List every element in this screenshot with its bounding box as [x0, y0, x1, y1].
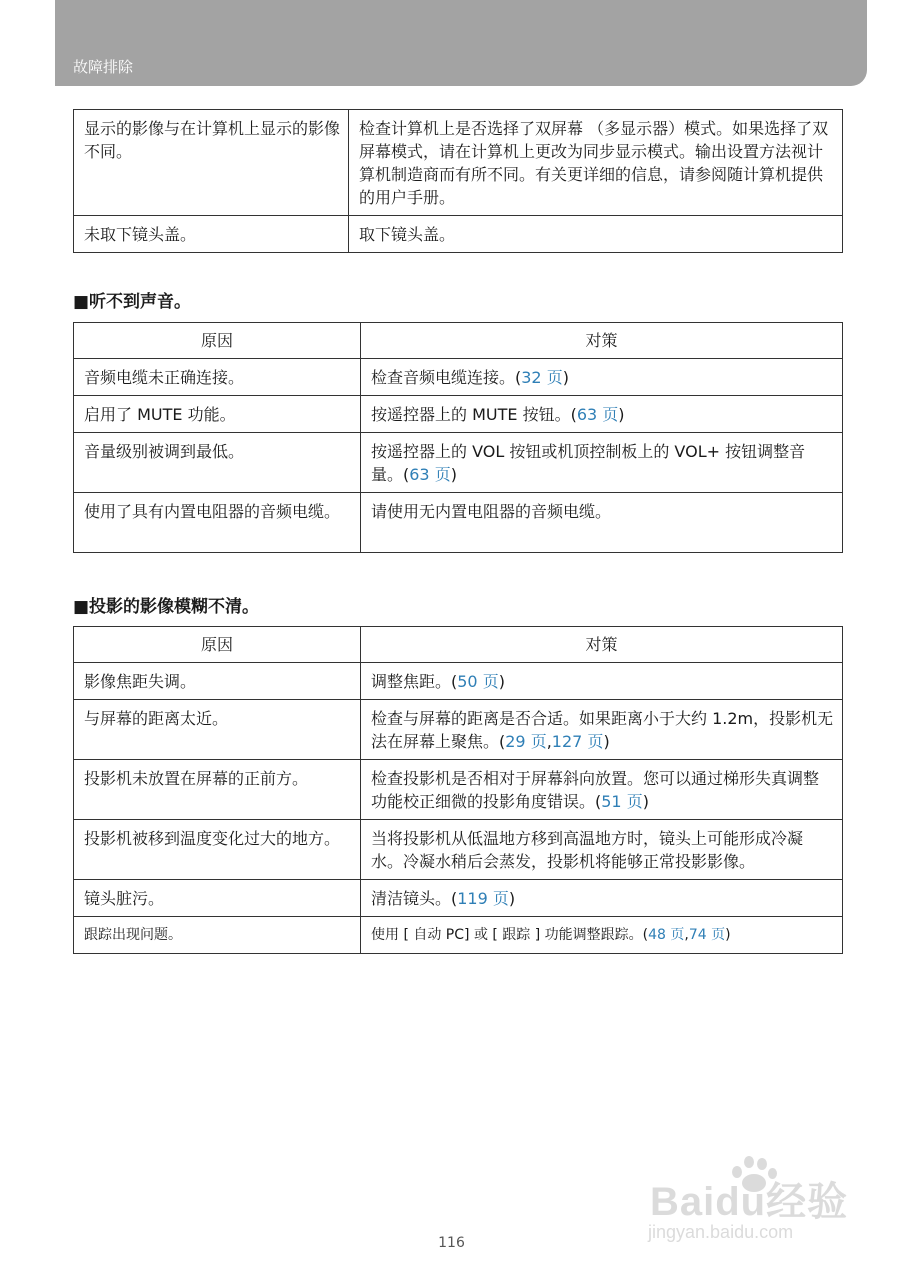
table-no-sound [73, 322, 843, 553]
cause-cell: 音频电缆未正确连接。 [74, 359, 361, 396]
solution-text: 检查音频电缆连接。( [371, 368, 522, 387]
solution-text: 按遥控器上的 VOL 按钮或机顶控制板上的 VOL+ 按钮调整音量。( [371, 442, 806, 484]
solution-text: 清洁镜头。( [371, 889, 458, 908]
table-header-row [74, 323, 843, 359]
page-link[interactable]: 74 页 [688, 927, 726, 943]
solution-text: 按遥控器上的 MUTE 按钮。( [371, 405, 577, 424]
table-row [74, 820, 843, 880]
solution-tail: ) [603, 732, 610, 751]
page-link[interactable]: 119 页 [457, 889, 509, 908]
cause-cell: 投影机未放置在屏幕的正前方。 [74, 760, 361, 820]
header-bar [55, 0, 867, 86]
cause-cell: 未取下镜头盖。 [74, 216, 349, 253]
solution-cell [361, 663, 843, 700]
table-row [74, 216, 843, 253]
cause-cell: 显示的影像与在计算机上显示的影像不同。 [74, 110, 349, 216]
table-row [74, 917, 843, 954]
header-solution: 对策 [361, 627, 843, 663]
solution-text: 调整焦距。( [371, 672, 458, 691]
page-link[interactable]: 127 页 [551, 732, 604, 751]
page-link[interactable]: 50 页 [457, 672, 499, 691]
solution-tail: ) [498, 672, 505, 691]
table-row [74, 493, 843, 553]
watermark-logo: Baidu经验 [650, 1180, 849, 1224]
solution-cell: 检查计算机上是否选择了双屏幕 （多显示器）模式。如果选择了双屏幕模式，请在计算机上更改为同步显示模式。输出设置方法视计算机制造商而有所不同。有关更详细的信息，请参阅随计算机提供的用户手册。 [349, 110, 843, 216]
solution-cell [361, 396, 843, 433]
solution-cell [361, 880, 843, 917]
cause-cell: 投影机被移到温度变化过大的地方。 [74, 820, 361, 880]
solution-cell: 取下镜头盖。 [349, 216, 843, 253]
page-link[interactable]: 29 页 [505, 732, 547, 751]
cause-cell: 启用了 MUTE 功能。 [74, 396, 361, 433]
header-cause: 原因 [74, 627, 361, 663]
header-title: 故障排除 [73, 58, 134, 76]
solution-text: 检查与屏幕的距离是否合适。如果距离小于大约 1.2m，投影机无法在屏幕上聚焦。( [371, 709, 834, 751]
table-blurry-image [73, 626, 843, 954]
solution-cell [361, 359, 843, 396]
table-row [74, 760, 843, 820]
cause-cell: 与屏幕的距离太近。 [74, 700, 361, 760]
solution-tail: ) [450, 465, 457, 484]
cause-cell: 使用了具有内置电阻器的音频电缆。 [74, 493, 361, 553]
solution-text: 检查投影机是否相对于屏幕斜向放置。您可以通过梯形失真调整功能校正细微的投影角度错误。( [371, 769, 820, 811]
page-number: 116 [438, 1235, 465, 1251]
header-solution: 对策 [361, 323, 843, 359]
solution-tail: ) [562, 368, 569, 387]
table-row [74, 700, 843, 760]
table-header-row [74, 627, 843, 663]
header-cause: 原因 [74, 323, 361, 359]
solution-cell [361, 433, 843, 493]
link-separator: , [546, 732, 552, 751]
solution-cell [361, 700, 843, 760]
section-title-no-sound: ■听不到声音。 [73, 292, 192, 312]
solution-cell [361, 760, 843, 820]
section-title-blurry-image: ■投影的影像模糊不清。 [73, 597, 260, 617]
solution-text: 使用 [ 自动 PC] 或 [ 跟踪 ] 功能调整跟踪。( [371, 927, 649, 943]
page-link[interactable]: 63 页 [576, 405, 619, 424]
cause-cell: 镜头脏污。 [74, 880, 361, 917]
solution-tail: ) [618, 405, 625, 424]
solution-cell: 当将投影机从低温地方移到高温地方时，镜头上可能形成冷凝水。冷凝水稍后会蒸发，投影机将能够正常投影影像。 [361, 820, 843, 880]
page-link[interactable]: 51 页 [601, 792, 643, 811]
table-row [74, 396, 843, 433]
solution-cell: 请使用无内置电阻器的音频电缆。 [361, 493, 843, 553]
table-row [74, 433, 843, 493]
table-row [74, 663, 843, 700]
solution-tail: ) [508, 889, 516, 908]
solution-tail: ) [642, 792, 649, 811]
table-row [74, 880, 843, 917]
page-link[interactable]: 32 页 [521, 368, 563, 387]
page-link[interactable]: 48 页 [648, 927, 685, 943]
cause-cell: 音量级别被调到最低。 [74, 433, 361, 493]
solution-cell [361, 917, 843, 954]
link-separator: , [684, 927, 689, 943]
page-link[interactable]: 63 页 [409, 465, 451, 484]
cause-cell: 跟踪出现问题。 [74, 917, 361, 954]
table-display-issues [73, 109, 843, 253]
table-row [74, 110, 843, 216]
cause-cell: 影像焦距失调。 [74, 663, 361, 700]
watermark-url: jingyan.baidu.com [648, 1222, 794, 1242]
solution-tail: ) [725, 927, 731, 943]
table-row [74, 359, 843, 396]
